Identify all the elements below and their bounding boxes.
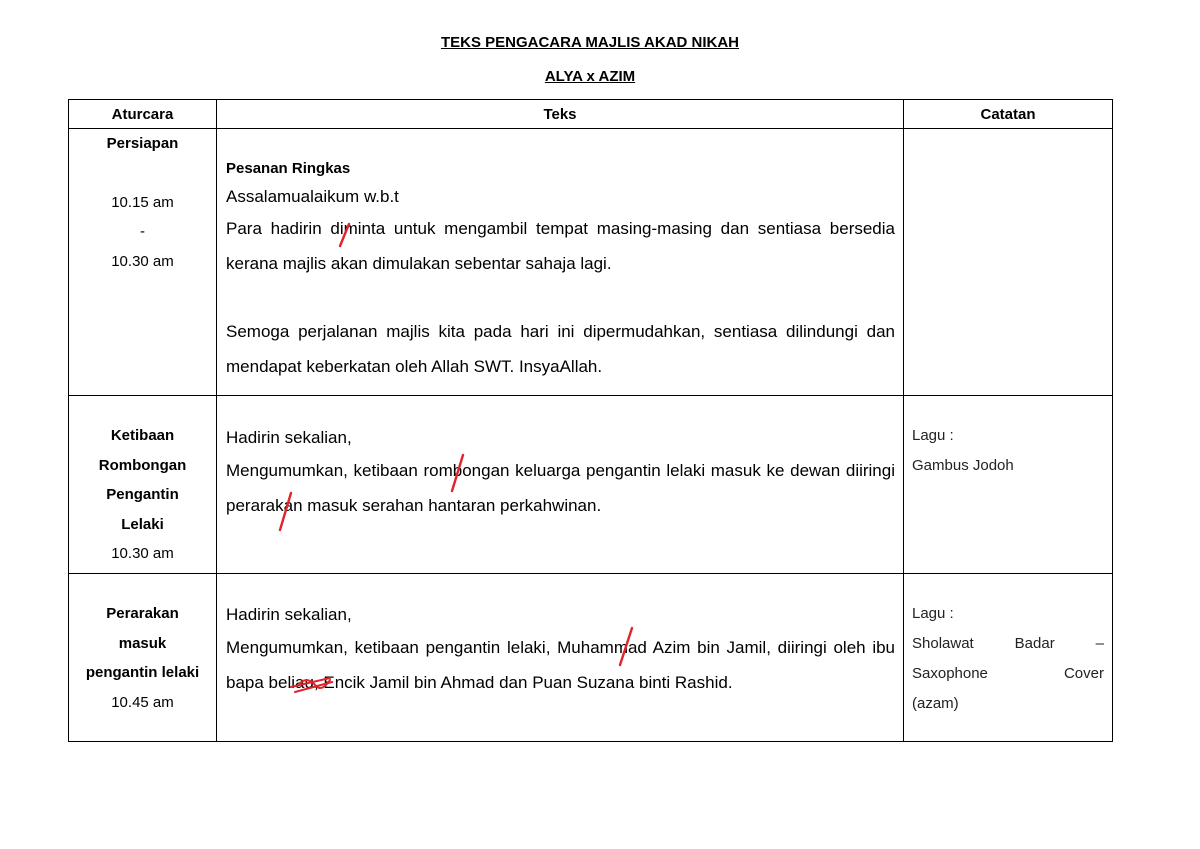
aturcara-cell xyxy=(69,129,217,396)
teks-greeting: Hadirin sekalian, xyxy=(226,428,352,447)
time-end: 10.30 am xyxy=(111,252,174,270)
aturcara-title-line: masuk xyxy=(118,634,167,652)
catatan-label: Lagu : xyxy=(912,605,954,622)
teks-cell xyxy=(217,129,904,396)
aturcara-cell xyxy=(69,396,217,574)
catatan-line: Saxophone Cover xyxy=(912,665,1104,682)
aturcara-title-line: Rombongan xyxy=(98,456,187,474)
teks-subhead: Pesanan Ringkas xyxy=(226,160,351,177)
catatan-line: Sholawat Badar – xyxy=(912,635,1104,652)
header-aturcara: Aturcara xyxy=(69,100,217,129)
catatan-cell xyxy=(904,396,1113,574)
teks-cell xyxy=(217,574,904,742)
teks-paragraph: Semoga perjalanan majlis kita pada hari ini dipermudahkan, sentiasa dilindungi dan mendapat keberkatan oleh Allah SWT. InsyaAllah. xyxy=(226,322,895,376)
catatan-cell xyxy=(904,129,1113,396)
catatan-label: Lagu : xyxy=(912,427,954,444)
time: 10.45 am xyxy=(111,693,174,711)
time-start: 10.15 am xyxy=(111,193,174,211)
aturcara-title-line: Lelaki xyxy=(121,515,164,533)
table-header-row xyxy=(69,100,1113,129)
teks-paragraph: Para hadirin diminta untuk mengambil tempat masing-masing dan sentiasa bersedia kerana majlis akan dimulakan sebentar sahaja lagi. xyxy=(226,219,895,273)
document-subtitle: ALYA x AZIM xyxy=(544,68,636,85)
catatan-value: Gambus Jodoh xyxy=(912,457,1014,474)
agenda-table xyxy=(68,99,1113,742)
table-row xyxy=(69,129,1113,396)
time-separator: - xyxy=(140,223,145,240)
aturcara-title-line: pengantin lelaki xyxy=(85,664,200,681)
table-row xyxy=(69,396,1113,574)
catatan-cell xyxy=(904,574,1113,742)
teks-greeting: Assalamualaikum w.b.t xyxy=(226,187,399,206)
header-teks: Teks xyxy=(217,100,904,129)
catatan-line: (azam) xyxy=(912,695,959,712)
teks-cell xyxy=(217,396,904,574)
aturcara-title-line: Perarakan xyxy=(106,605,179,622)
time: 10.30 am xyxy=(111,545,174,562)
teks-greeting: Hadirin sekalian, xyxy=(226,605,352,624)
teks-paragraph: Mengumumkan, ketibaan rombongan keluarga pengantin lelaki masuk ke dewan diiringi perarakan masuk serahan hantaran perkahwinan. xyxy=(226,461,895,515)
document-title: TEKS PENGACARA MAJLIS AKAD NIKAH xyxy=(440,34,740,51)
aturcara-title-line: Ketibaan xyxy=(110,427,175,444)
aturcara-title: Persiapan xyxy=(106,135,179,152)
teks-paragraph: Mengumumkan, ketibaan pengantin lelaki, Muhammad Azim bin Jamil, diiringi oleh ibu bapa beliau, Encik Jamil bin Ahmad dan Puan Suzana binti Rashid. xyxy=(226,638,895,692)
aturcara-title-line: Pengantin xyxy=(106,486,179,503)
header-catatan: Catatan xyxy=(904,100,1113,129)
aturcara-cell xyxy=(69,574,217,742)
table-row xyxy=(69,574,1113,742)
